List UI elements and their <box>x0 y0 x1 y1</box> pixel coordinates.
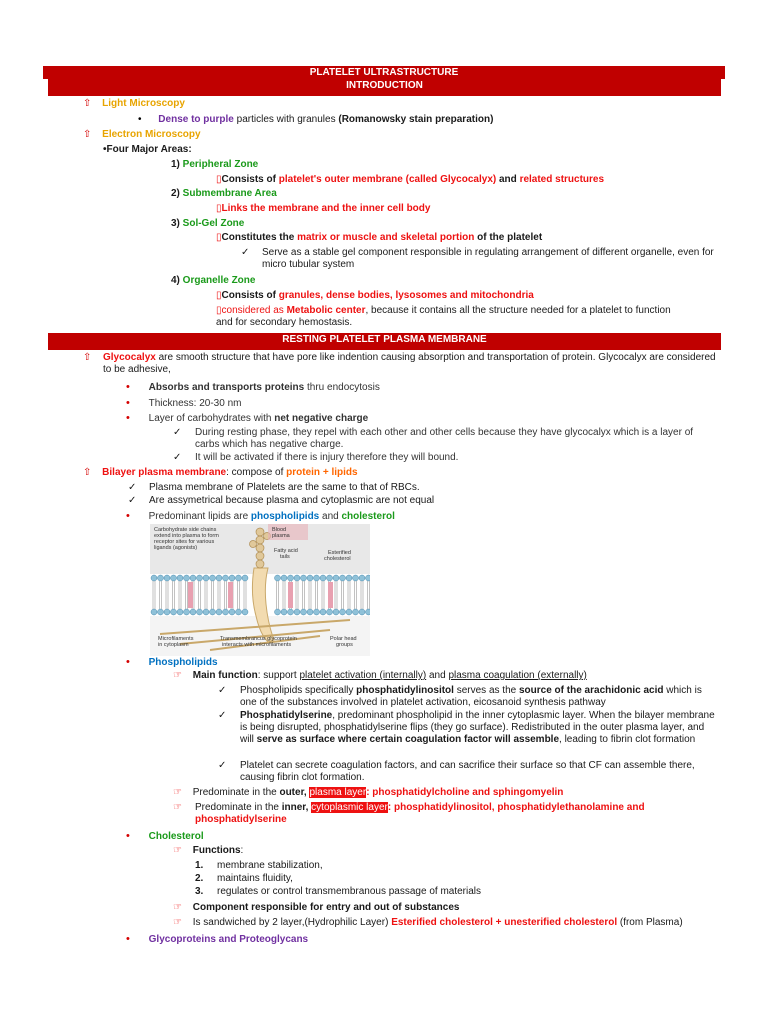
inner-a: Predominate in the <box>195 802 282 813</box>
zone-4-desc-a: Consists of <box>221 290 279 301</box>
zone-4-desc-b: granules, dense bodies, lysosomes and mitochondria <box>278 290 534 301</box>
cholesterol-mark-2 <box>228 582 233 608</box>
zone-4-metabolic <box>216 305 686 329</box>
resting-phase-text: During resting phase, they repel with each other and other cells because they have glycocalyx which is a layer of carbs which has negative charge. <box>195 427 694 450</box>
negative-charge-text: net negative charge <box>274 413 369 424</box>
polar-head <box>229 575 235 581</box>
document-title: PLATELET ULTRASTRUCTURE <box>309 67 459 78</box>
phospholipids-word: phospholipids <box>250 511 320 522</box>
arrow-outline-icon: ⇧ <box>83 352 92 363</box>
polar-head <box>346 575 352 581</box>
polar-head <box>333 575 339 581</box>
dense-purple-text: Dense to purple <box>158 114 234 125</box>
thickness-text: Thickness: 20-30 nm <box>148 398 242 409</box>
check-icon: ✓ <box>218 710 227 721</box>
small-box-icon: ▯ <box>216 290 222 301</box>
check-icon: ✓ <box>241 247 250 258</box>
polar-head <box>327 575 333 581</box>
electron-microscopy-item <box>83 129 201 141</box>
arrow-outline-icon: ⇧ <box>83 129 92 140</box>
inner-layer-item <box>195 802 695 826</box>
polar-head <box>340 575 346 581</box>
secrete-factors-text: Platelet can secrete coagulation factors, and can sacrifice their surface so that CF can assemble there, causing fibrin clot formation. <box>240 760 695 783</box>
fig-ester-2: cholesterol <box>324 556 351 562</box>
component-text: Component responsible for entry and out of substances <box>192 902 460 913</box>
polar-head <box>320 609 326 615</box>
small-box-icon: ▯ <box>216 232 222 243</box>
function-1-text: membrane stabilization, <box>217 860 323 871</box>
zone-3-desc-b: matrix or muscle and skeletal portion <box>297 232 475 243</box>
main-function-and: and <box>426 670 449 681</box>
polar-head <box>353 609 359 615</box>
phosphatidylserine-text <box>240 710 718 746</box>
polar-head <box>203 575 209 581</box>
polar-head <box>164 609 170 615</box>
c1-c: serves as the <box>453 685 519 696</box>
outer-b: outer, <box>279 787 310 798</box>
cholesterol-title: Cholesterol <box>148 831 204 842</box>
romanowsky-text: (Romanowsky stain preparation) <box>338 114 494 125</box>
check-icon: ✓ <box>128 482 137 493</box>
polar-head <box>281 575 287 581</box>
polar-head <box>314 575 320 581</box>
activated-text: It will be activated if there is injury therefore they will bound. <box>195 452 459 463</box>
polar-head <box>327 609 333 615</box>
fig-ester-1: Esterified <box>328 550 351 556</box>
zone-1-desc-b: platelet's outer membrane (called Glycocalyx) <box>278 174 497 185</box>
bullet-icon: • <box>126 397 130 409</box>
bullet-icon: • <box>126 656 130 668</box>
polar-head <box>210 609 216 615</box>
bilayer-item <box>83 467 358 479</box>
polar-head <box>158 609 164 615</box>
polar-head <box>216 575 222 581</box>
assymetrical-text: Are assymetrical because plasma and cytoplasmic are not equal <box>149 495 435 506</box>
introduction-header <box>48 79 721 96</box>
c1-a: Phospholipids specifically <box>240 685 357 696</box>
cholesterol-mark-3 <box>288 582 293 608</box>
zone-4-metabolic-a: considered as <box>221 305 287 316</box>
light-microscopy-label: Light Microscopy <box>102 98 185 109</box>
polar-head <box>294 609 300 615</box>
fig-carb-1: Carbohydrate side chains <box>154 527 217 533</box>
bullet-icon: • <box>126 381 130 393</box>
c2-c: serve as surface where certain coagulation factor will assemble <box>256 734 560 745</box>
check-icon: ✓ <box>218 685 227 696</box>
polar-head <box>177 609 183 615</box>
polar-head <box>288 575 294 581</box>
inner-lipids: : phosphatidylinositol, phosphatidylethanolamine and phosphatidylserine <box>195 802 645 825</box>
function-3-number: 3. <box>195 886 204 897</box>
glycocalyx-icon-row <box>83 352 91 364</box>
polar-head <box>197 575 203 581</box>
bullet-icon: • <box>126 830 130 842</box>
cholesterol-item <box>126 830 204 843</box>
inner-b: inner, <box>281 802 312 813</box>
polar-head <box>366 609 371 615</box>
fig-fatty-2: tails <box>280 554 290 560</box>
zone-3-number: 3) <box>171 218 183 229</box>
plasma-layer-highlight: plasma layer <box>309 787 367 798</box>
polar-head <box>333 609 339 615</box>
c1-b: phosphatidylinositol <box>356 685 454 696</box>
dense-purple-line <box>138 114 493 126</box>
title-bar <box>43 66 725 79</box>
polar-head <box>314 609 320 615</box>
pointing-hand-icon: ☞ <box>173 845 182 856</box>
polar-head <box>236 575 242 581</box>
polar-head <box>301 609 307 615</box>
zone-3-heading <box>171 218 244 230</box>
phospholipids-title: Phospholipids <box>148 657 218 668</box>
polar-head <box>177 575 183 581</box>
zone-3-desc-c: of the platelet <box>474 232 543 243</box>
polar-head <box>223 575 229 581</box>
arrow-outline-icon: ⇧ <box>83 98 92 109</box>
electron-microscopy-label: Electron Microscopy <box>102 129 201 140</box>
polar-head <box>203 609 209 615</box>
function-2-number: 2. <box>195 873 204 884</box>
zone-1-desc-d: related structures <box>519 174 605 185</box>
polar-head <box>307 575 313 581</box>
zone-4-number: 4) <box>171 275 183 286</box>
dense-text-mid: particles with granules <box>233 114 339 125</box>
bullet-icon: • <box>138 114 142 125</box>
resting-membrane-title: RESTING PLATELET PLASMA MEMBRANE <box>282 334 487 345</box>
polar-head <box>171 575 177 581</box>
four-major-areas: •Four Major Areas: <box>103 144 192 155</box>
c2-a: Phosphatidylserine <box>240 710 333 721</box>
function-2-text: maintains fluidity, <box>217 873 293 884</box>
fig-label-trans <box>220 636 298 648</box>
zone-2-heading <box>171 188 277 200</box>
zone-2-desc <box>216 203 430 215</box>
polar-head <box>190 609 196 615</box>
sandwiched-c: (from Plasma) <box>617 917 683 928</box>
zone-3-desc <box>216 232 542 244</box>
glycocalyx-desc: are smooth structure that have pore like indention causing absorption and transportation of protein. Glycocalyx are considered to be adhesive, <box>103 352 716 375</box>
plasma-membrane-rbc-text: Plasma membrane of Platelets are the same to that of RBCs. <box>149 482 420 493</box>
c1-e: which is one of the substances involved in platelet activation, eicosanoid synthesis pathway <box>240 685 702 708</box>
polar-head <box>242 609 248 615</box>
polar-head <box>210 575 216 581</box>
protein-lipids-text: protein + lipids <box>286 467 358 478</box>
glycoproteins-title: Glycoproteins and Proteoglycans <box>148 934 309 945</box>
outer-lipids: : phosphatidylcholine and sphingomyelin <box>366 787 564 798</box>
bilayer-mid: : compose of <box>226 467 287 478</box>
zone-1-number: 1) <box>171 159 183 170</box>
polar-head <box>281 609 287 615</box>
polar-head <box>275 609 281 615</box>
fig-carb-2: extend into plasma to form <box>154 533 219 539</box>
zone-4-metabolic-rest: , because it contains all the structure needed for a platelet to function and for secondary hemostasis. <box>216 305 671 328</box>
main-function-label: Main function <box>192 670 258 681</box>
function-1-number: 1. <box>195 860 204 871</box>
zone-4-name: Organelle Zone <box>182 275 256 286</box>
polar-head <box>184 575 190 581</box>
pointing-hand-icon: ☞ <box>173 670 182 681</box>
zone-4-desc <box>216 290 534 302</box>
component-item <box>173 902 459 914</box>
zone-3-check-text: Serve as a stable gel component responsible in regulating arrangement of different organelle, even for micro tubular system <box>262 247 714 270</box>
zone-2-number: 2) <box>171 188 183 199</box>
polar-head <box>223 609 229 615</box>
absorbs-item <box>126 381 380 394</box>
polar-head <box>353 575 359 581</box>
zone-4-metabolic-center: Metabolic center <box>286 305 366 316</box>
sandwiched-item <box>173 917 683 929</box>
main-function-mid: : support <box>257 670 300 681</box>
pointing-hand-icon: ☞ <box>173 902 182 913</box>
predominant-lipids-text: Predominant lipids are <box>148 511 251 522</box>
polar-head <box>197 609 203 615</box>
zone-1-desc <box>216 174 604 186</box>
zone-1-desc-a: Consists of <box>221 174 279 185</box>
polar-head <box>216 609 222 615</box>
absorbs-bold: Absorbs and transports proteins <box>148 382 305 393</box>
fig-label-esterified <box>324 550 352 562</box>
fig-carb-4: ligands (agonists) <box>154 545 198 551</box>
polar-head <box>294 575 300 581</box>
fig-polar-2: groups <box>336 642 353 648</box>
carbohydrate-item <box>126 412 368 425</box>
fig-micro-1: Microfilaments <box>158 636 194 642</box>
polar-head <box>236 609 242 615</box>
zone-2-desc-a: Links the membrane and the inner cell body <box>221 203 431 214</box>
bullet-icon: • <box>126 412 130 424</box>
polar-head <box>307 609 313 615</box>
polar-head <box>229 609 235 615</box>
function-3-text: regulates or control transmembranous passage of materials <box>217 886 482 897</box>
zone-4-heading <box>171 275 255 287</box>
glycocalyx-term: Glycocalyx <box>103 352 156 363</box>
polar-head <box>359 609 365 615</box>
polar-head <box>275 575 281 581</box>
fig-trans-2: interacts with microfilaments <box>222 642 292 648</box>
check-icon: ✓ <box>173 452 182 463</box>
polar-head <box>171 609 177 615</box>
fig-blood-1: Blood <box>272 527 287 533</box>
functions-label: Functions <box>192 845 241 856</box>
carbohydrate-text: Layer of carbohydrates with <box>148 413 275 424</box>
predominant-lipids-item <box>126 510 395 523</box>
polar-head <box>359 575 365 581</box>
polar-head <box>151 575 157 581</box>
polar-head <box>184 609 190 615</box>
arrow-outline-icon: ⇧ <box>83 467 92 478</box>
platelet-activation-link: platelet activation (internally) <box>299 670 427 681</box>
pointing-hand-icon: ☞ <box>173 802 182 813</box>
phosphatidylinositol-text <box>240 685 718 709</box>
zone-1-heading <box>171 159 258 171</box>
outer-layer-item <box>173 787 563 799</box>
bilayer-term: Bilayer plasma membrane <box>102 467 227 478</box>
fig-polar-1: Polar head <box>330 636 357 642</box>
polar-head <box>288 609 294 615</box>
glycoproteins-item <box>126 933 308 946</box>
zone-1-desc-c: and <box>496 174 520 185</box>
bullet-icon: • <box>126 933 130 945</box>
fig-trans-1: Transmembrancus glycoprotein <box>220 636 297 642</box>
cholesterol-mark-4 <box>328 582 333 608</box>
c2-d: , leading to fibrin clot formation <box>559 734 696 745</box>
main-function-item <box>173 670 587 682</box>
zone-2-name: Submembrane Area <box>182 188 277 199</box>
inner-layer-icon-row <box>173 802 182 814</box>
functions-item <box>173 845 243 857</box>
polar-head <box>151 609 157 615</box>
small-box-icon: ▯ <box>216 174 222 185</box>
fig-fatty-1: Fatty acid <box>274 548 298 554</box>
check-icon: ✓ <box>218 760 227 771</box>
polar-head <box>242 575 248 581</box>
c2-b: , predominant phospholipid in the inner cytoplasmic layer. When the bilayer membrane is being disrupted, phosphatidylserine flips (they go surface). Redistributed in the outer plasma layer, and will <box>240 710 715 745</box>
small-box-icon: ▯ <box>216 305 222 316</box>
zone-3-name: Sol-Gel Zone <box>182 218 245 229</box>
phospholipids-item <box>126 656 218 669</box>
check-icon: ✓ <box>173 427 182 438</box>
polar-head <box>190 575 196 581</box>
pointing-hand-icon: ☞ <box>173 917 182 928</box>
c1-d: source of the arachidonic acid <box>518 685 664 696</box>
cholesterol-word: cholesterol <box>341 511 395 522</box>
glycocalyx-paragraph <box>103 352 718 376</box>
polar-head <box>320 575 326 581</box>
fig-carb-3: receptor sites for various <box>154 539 215 545</box>
resting-membrane-header <box>48 333 721 350</box>
polar-head <box>301 575 307 581</box>
polar-head <box>164 575 170 581</box>
plasma-coagulation-link: plasma coagulation (externally) <box>448 670 587 681</box>
and-word: and <box>319 511 342 522</box>
polar-head <box>366 575 371 581</box>
pointing-hand-icon: ☞ <box>173 787 182 798</box>
polar-head <box>346 609 352 615</box>
functions-colon: : <box>240 845 244 856</box>
polar-head <box>340 609 346 615</box>
check-icon: ✓ <box>128 495 137 506</box>
bullet-icon: • <box>126 510 130 522</box>
introduction-title: INTRODUCTION <box>346 80 423 91</box>
cytoplasmic-layer-highlight: cytoplasmic layer <box>311 802 388 813</box>
membrane-diagram <box>150 524 370 656</box>
sandwiched-a: Is sandwiched by 2 layer,(Hydrophilic Layer) <box>192 917 392 928</box>
absorbs-rest: thru endocytosis <box>304 382 380 393</box>
thickness-item <box>126 397 241 410</box>
fig-blood-2: plasma <box>272 533 290 539</box>
zone-3-desc-a: Constitutes the <box>221 232 298 243</box>
polar-head <box>158 575 164 581</box>
zone-1-name: Peripheral Zone <box>182 159 259 170</box>
small-box-icon: ▯ <box>216 203 222 214</box>
outer-a: Predominate in the <box>192 787 280 798</box>
sandwiched-b: Esterified cholesterol + unesterified cholesterol <box>391 917 618 928</box>
fig-micro-2: in cytoplasm <box>158 642 189 648</box>
cholesterol-mark-1 <box>188 582 193 608</box>
light-microscopy-item <box>83 98 185 110</box>
